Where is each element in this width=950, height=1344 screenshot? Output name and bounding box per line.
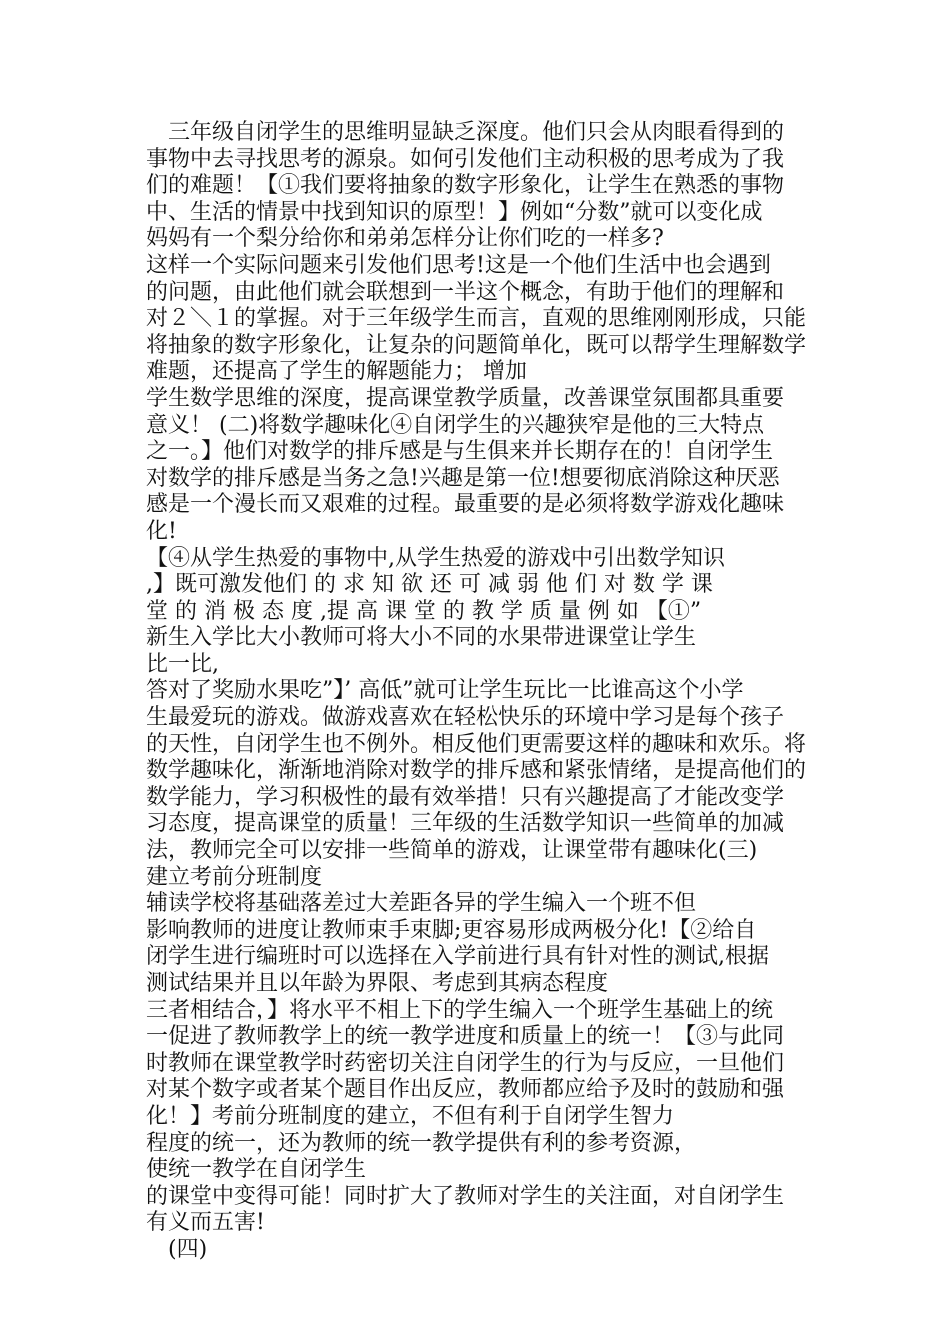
text-line: 之一。】他们对数学的排斥感是与生俱来并长期存在的！自闭学生 — [146, 439, 774, 465]
text-line: 难题，还提高了学生的解题能力； 增加 — [146, 359, 527, 385]
text-line: 中、生活的情景中找到知识的原型！】例如“分数”就可以变化成 — [146, 199, 763, 225]
text-line: 生最爱玩的游戏。做游戏喜欢在轻松快乐的环境中学习是每个孩子 — [146, 705, 785, 731]
text-line: 测试结果并且以年龄为界限、考虑到其病态程度 — [146, 971, 609, 996]
text-line: 化！】考前分班制度的建立，不但有利于自闭学生智力 — [146, 1103, 675, 1129]
body-text — [146, 120, 811, 1264]
text-line: 事物中去寻找思考的源泉。如何引发他们主动积极的思考成为了我 — [146, 146, 785, 172]
text-line: 新生入学比大小教师可将大小不同的水果带进课堂让学生 — [146, 625, 697, 651]
text-line: 一促进了教师教学上的统一教学进度和质量上的统一！【③与此同 — [146, 1024, 785, 1050]
text-line: 对数学的排斥感是当务之急!兴趣是第一位!想要彻底消除这种厌恶 — [146, 465, 780, 491]
text-line: 数学能力，学习积极性的最有效举措！只有兴趣提高了才能改变学 — [146, 784, 785, 810]
text-line: 建立考前分班制度 — [146, 864, 323, 890]
text-line: 这样一个实际问题来引发他们思考!这是一个他们生活中也会遇到 — [146, 252, 771, 278]
text-line: 的课堂中变得可能！同时扩大了教师对学生的关注面，对自闭学生 — [146, 1183, 785, 1209]
text-line: 习态度，提高课堂的质量！三年级的生活数学知识一些简单的加减 — [146, 811, 785, 837]
text-line: 【④从学生热爱的事物中,从学生热爱的游戏中引出数学知识 — [146, 545, 725, 571]
text-line: 辅读学校将基础落差过大差距各异的学生编入一个班不但 — [146, 891, 697, 917]
text-line: 时教师在课堂教学时药密切关注自闭学生的行为与反应，一旦他们 — [146, 1050, 785, 1076]
text-line: (四) — [168, 1236, 208, 1262]
text-line: 化! — [146, 518, 177, 544]
text-line: 堂 的 消 极 态 度 ,提 高 课 堂 的 教 学 质 量 例 如 【①” — [146, 598, 702, 624]
text-line: ,】既可激发他们 的 求 知 欲 还 可 减 弱 他 们 对 数 学 课 — [146, 572, 713, 598]
text-line: 法，教师完全可以安排一些简单的游戏，让课堂带有趣味化(三) — [146, 838, 758, 864]
text-line: 三者相结合，】将水平不相上下的学生编入一个班学生基础上的统 — [146, 997, 774, 1023]
text-line: 们的难题！【①我们要将抽象的数字形象化，让学生在熟悉的事物 — [146, 173, 785, 199]
text-line: 比一比, — [146, 651, 219, 677]
text-line: 程度的统一，还为教师的统一教学提供有利的参考资源， — [146, 1130, 697, 1156]
text-line: 对２＼１的掌握。对于三年级学生而言，直观的思维刚刚形成，只能 — [146, 306, 807, 332]
text-line: 感是一个漫长而又艰难的过程。最重要的是必须将数学游戏化趣味 — [146, 492, 785, 518]
text-line: 的问题，由此他们就会联想到一半这个概念，有助于他们的理解和 — [146, 279, 785, 305]
text-line: 将抽象的数字形象化，让复杂的问题简单化，既可以帮学生理解数学 — [146, 332, 807, 358]
text-line: 有义而五害! — [146, 1210, 265, 1236]
text-line: 闭学生进行编班时可以选择在入学前进行具有针对性的测试,根据 — [146, 944, 769, 970]
text-line: 数学趣味化，渐渐地消除对数学的排斥感和紧张情绪，是提高他们的 — [146, 758, 807, 784]
text-line: 使统一教学在自闭学生 — [146, 1157, 367, 1183]
text-line: 意义！ (二)将数学趣味化④自闭学生的兴趣狭窄是他的三大特点 — [146, 412, 765, 438]
text-line: 答对了奖励水果吃”】’ 高低”就可让学生玩比一比谁高这个小学 — [146, 678, 744, 704]
text-line: 学生数学思维的深度，提高课堂教学质量，改善课堂氛围都具重要 — [146, 385, 785, 411]
text-line: 三年级自闭学生的思维明显缺乏深度。他们只会从肉眼看得到的 — [168, 120, 785, 145]
text-line: 的天性，自闭学生也不例外。相反他们更需要这样的趣味和欢乐。将 — [146, 731, 807, 757]
text-line: 对某个数字或者某个题目作出反应，教师都应给予及时的鼓励和强 — [146, 1077, 785, 1103]
text-line: 影响教师的进度让教师束手束脚;更容易形成两极分化!【②给自 — [146, 917, 757, 943]
text-line: 妈妈有一个梨分给你和弟弟怎样分让你们吃的一样多? — [146, 226, 664, 252]
